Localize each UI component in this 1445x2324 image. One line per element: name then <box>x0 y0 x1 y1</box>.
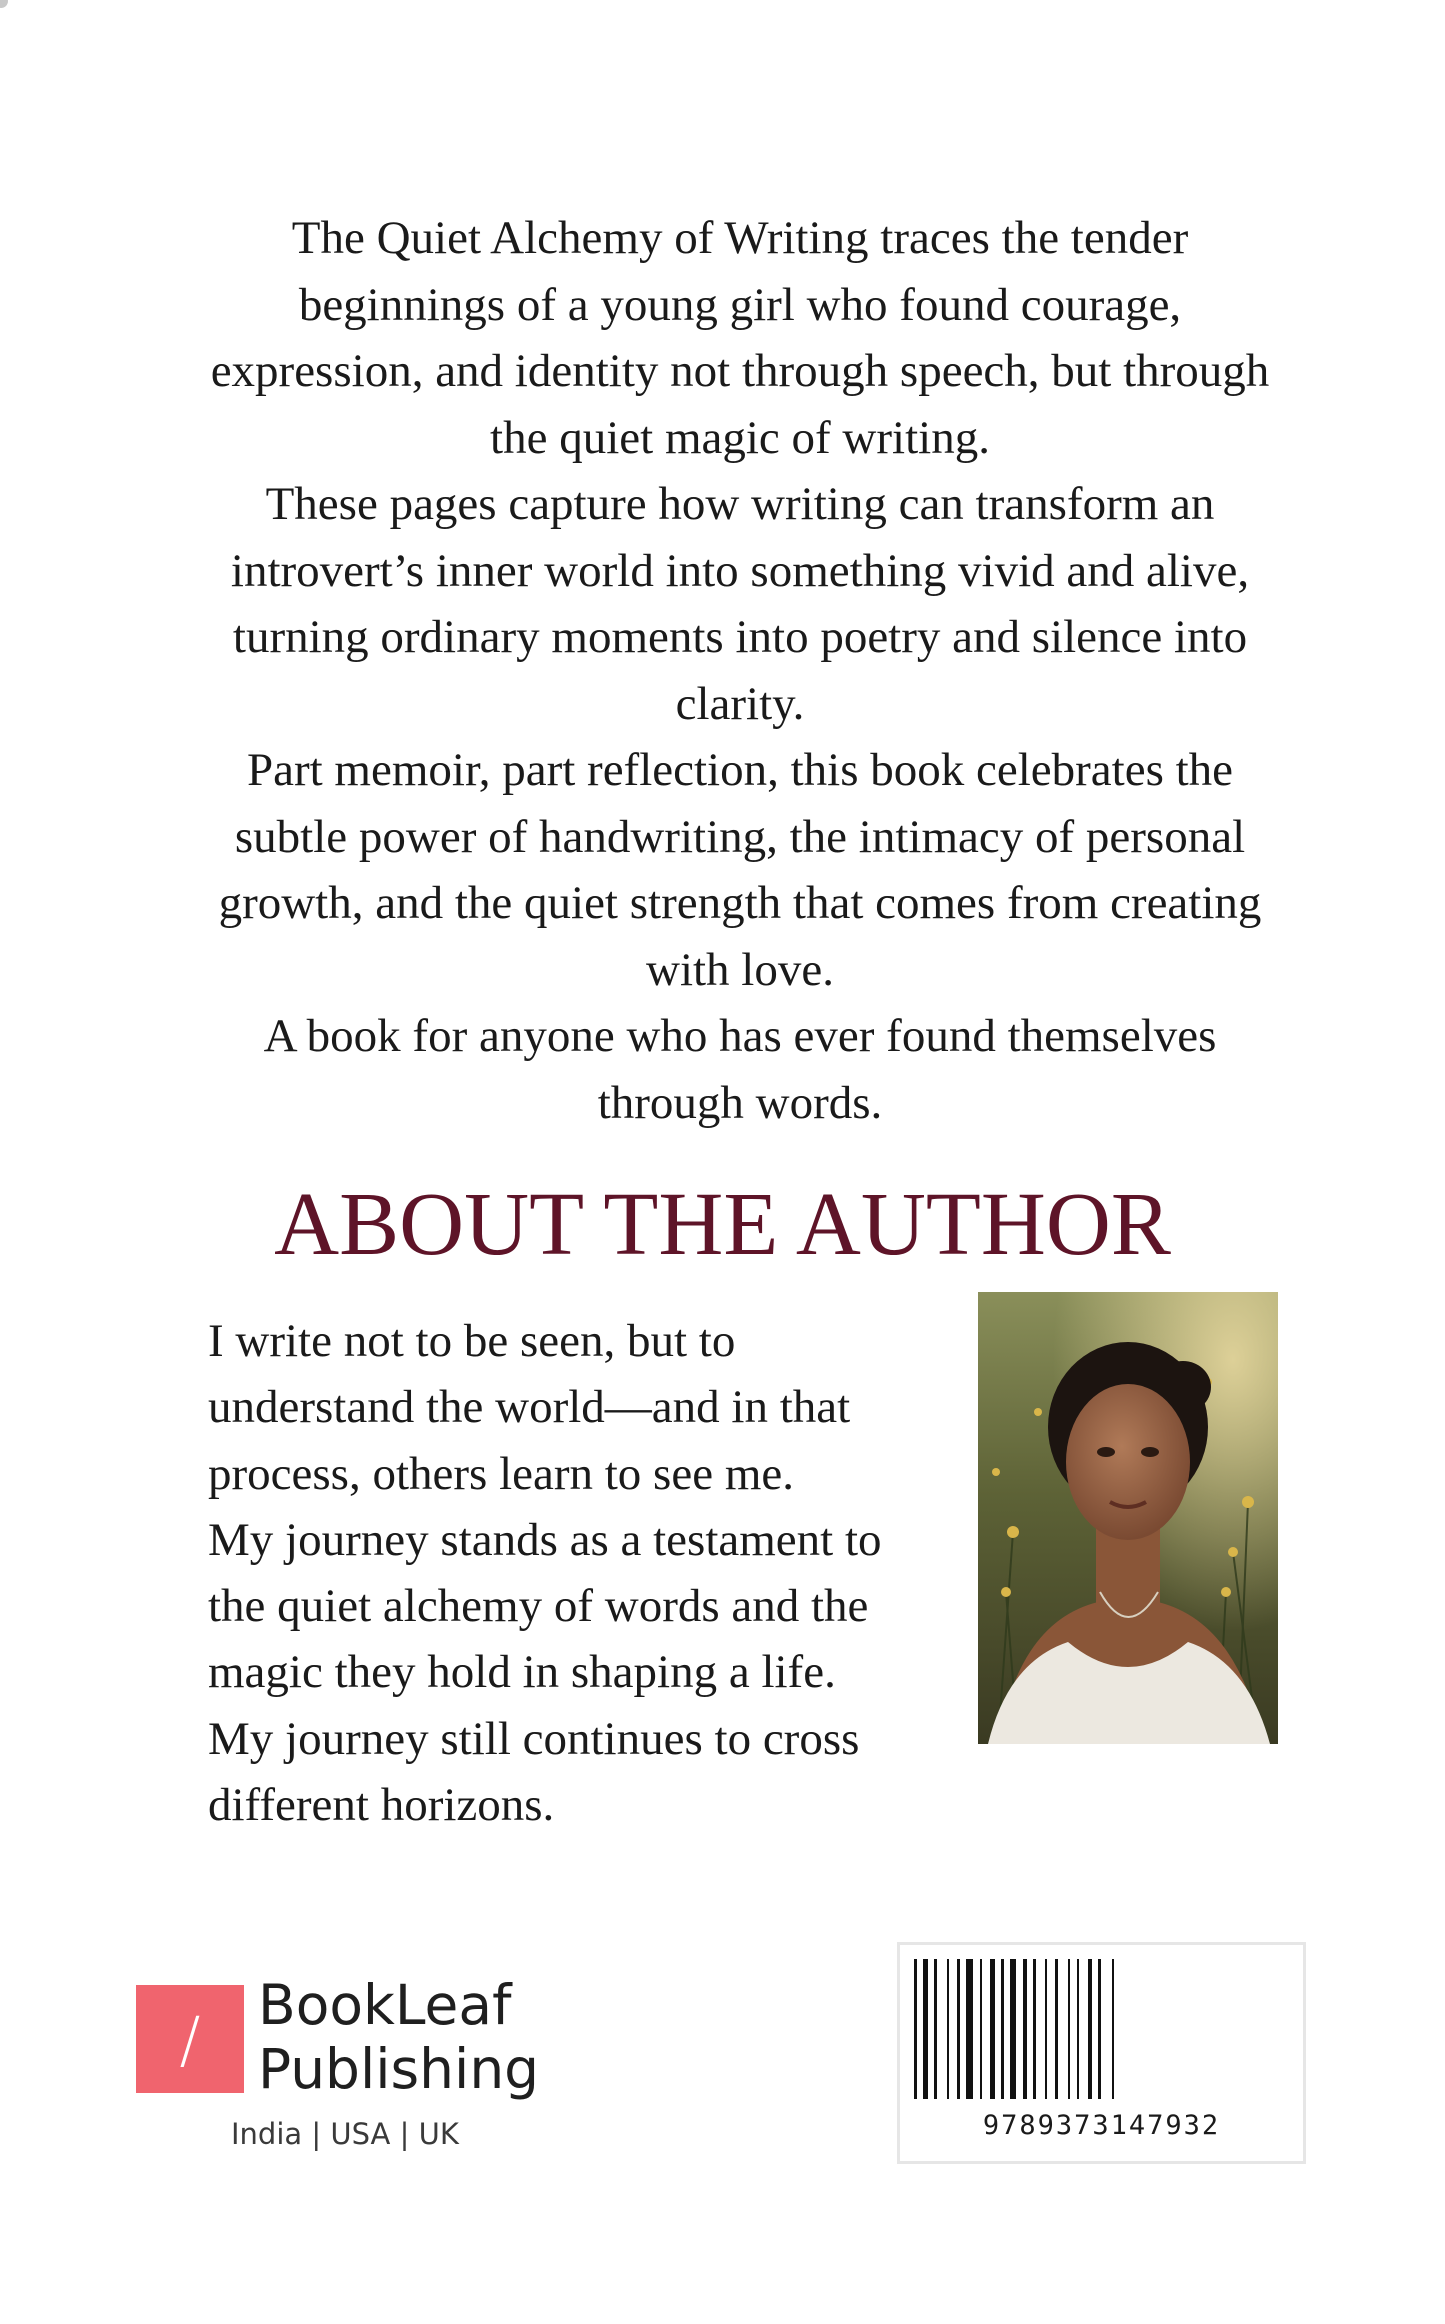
publisher-name-line2: Publishing <box>258 2037 540 2101</box>
bio-line: My journey stands as a testament to <box>208 1513 882 1566</box>
publisher-name-line1: BookLeaf <box>258 1973 512 2037</box>
barcode-bar <box>1033 1959 1036 2099</box>
blurb-line: The Quiet Alchemy of Writing traces the tender <box>291 212 1189 264</box>
bio-line: different horizons. <box>208 1779 555 1832</box>
publisher-name <box>258 1973 539 2101</box>
barcode-bar <box>1077 1959 1079 2099</box>
publisher-slash-icon: / <box>136 1985 244 2093</box>
barcode-bar <box>1045 1959 1047 2099</box>
barcode-bar <box>1098 1959 1101 2099</box>
barcode-bar <box>947 1959 949 2099</box>
barcode-bar <box>1055 1959 1058 2099</box>
barcode-bar <box>923 1959 928 2099</box>
blurb-line: A book for anyone who has ever found themselves <box>263 1010 1217 1062</box>
publisher-logo <box>136 1973 556 2165</box>
blurb-line: expression, and identity not through speech, but through <box>210 345 1270 397</box>
barcode-bar <box>1010 1959 1016 2099</box>
about-author-heading: ABOUT THE AUTHOR <box>274 1175 1171 1274</box>
barcode-bar <box>914 1959 917 2099</box>
blurb-line: turning ordinary moments into poetry and silence into <box>232 611 1248 663</box>
blurb-line: with love. <box>646 943 834 996</box>
blurb-line: subtle power of handwriting, the intimacy of personal <box>234 810 1246 863</box>
blurb-line: the quiet magic of writing. <box>490 411 990 464</box>
barcode-bar <box>1088 1959 1092 2099</box>
book-blurb <box>150 205 1330 1136</box>
bio-line: process, others learn to see me. <box>208 1447 794 1500</box>
isbn-barcode <box>897 1942 1306 2164</box>
blurb-line: clarity. <box>675 677 805 730</box>
barcode-bars <box>900 1945 1303 2105</box>
bio-line: My journey still continues to cross <box>208 1712 860 1765</box>
blurb-paragraph-3 <box>150 737 1330 1003</box>
author-bio <box>208 1308 968 1838</box>
blurb-paragraph-1 <box>150 205 1330 471</box>
barcode-bar <box>1112 1959 1114 2099</box>
isbn-number: 9789373147932 <box>982 2110 1221 2141</box>
barcode-bar <box>934 1959 937 2099</box>
bio-line: understand the world—and in that <box>208 1381 851 1434</box>
bio-line: I write not to be seen, but to <box>208 1315 736 1367</box>
blurb-line: beginnings of a young girl who found courage, <box>298 278 1182 331</box>
bio-line: the quiet alchemy of words and the <box>208 1580 869 1633</box>
blurb-line: introvert’s inner world into something vivid and alive, <box>230 544 1250 597</box>
barcode-bar <box>980 1959 982 2099</box>
barcode-bar <box>966 1959 973 2099</box>
publisher-regions: India | USA | UK <box>231 2117 459 2151</box>
blurb-line: through words. <box>597 1076 883 1129</box>
barcode-bar <box>957 1959 960 2099</box>
blurb-line: These pages capture how writing can transform an <box>265 478 1215 530</box>
page-corner-mark <box>0 0 8 8</box>
barcode-bar <box>990 1959 995 2099</box>
blurb-line: Part memoir, part reflection, this book celebrates the <box>246 744 1234 796</box>
barcode-bar <box>1068 1959 1070 2099</box>
blurb-paragraph-2 <box>150 471 1330 737</box>
barcode-bar <box>1023 1959 1027 2099</box>
blurb-paragraph-4 <box>150 1003 1330 1136</box>
author-photo <box>978 1292 1278 1744</box>
blurb-line: growth, and the quiet strength that comes from creating <box>218 877 1262 929</box>
bio-line: magic they hold in shaping a life. <box>208 1646 836 1699</box>
barcode-bar <box>1001 1959 1004 2099</box>
